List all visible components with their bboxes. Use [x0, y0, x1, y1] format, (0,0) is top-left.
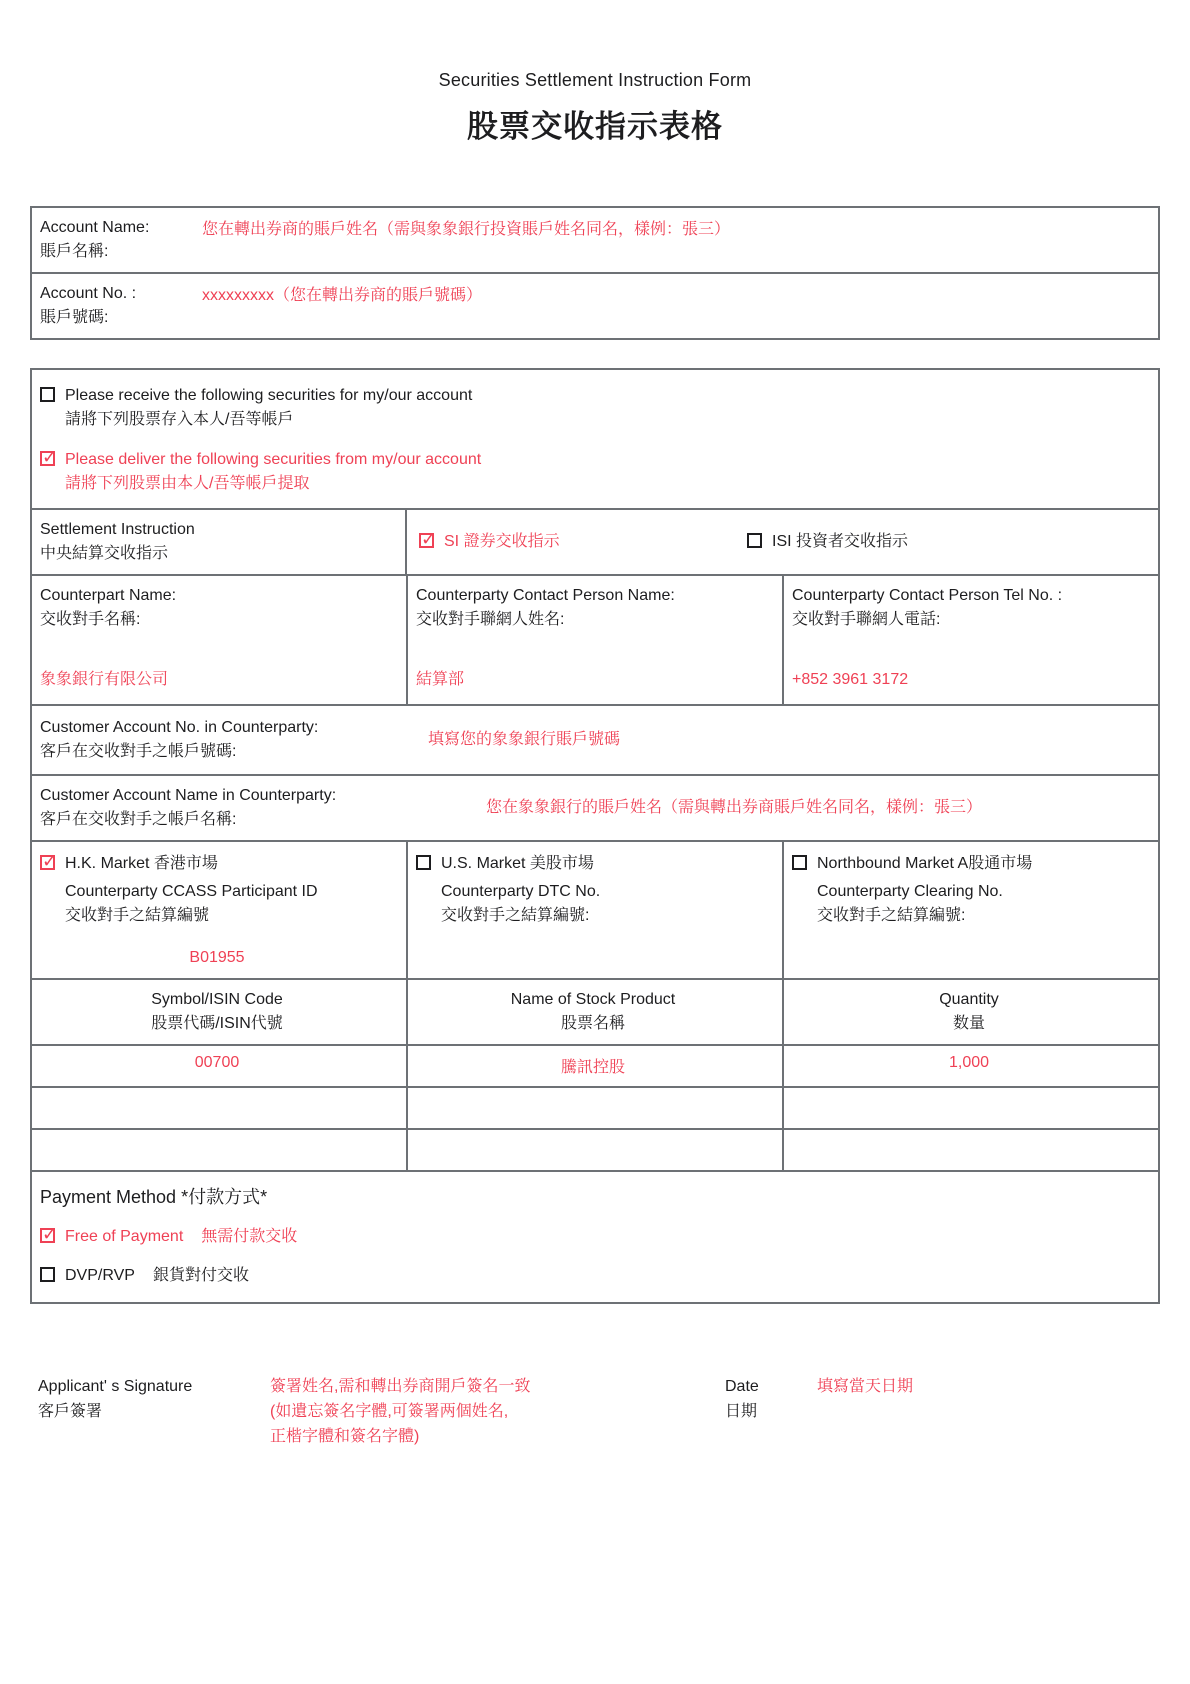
- date-hint[interactable]: 填寫當天日期: [817, 1378, 914, 1395]
- market-us-option[interactable]: [416, 852, 770, 876]
- payment-option-fop[interactable]: [40, 1225, 1150, 1249]
- si-option[interactable]: [419, 530, 747, 554]
- stock-cell-symbol[interactable]: [32, 1088, 408, 1128]
- settlement-label-zh: 中央結算交收指示: [40, 545, 169, 562]
- payment-option-dvp[interactable]: [40, 1264, 1150, 1288]
- customer-account-no-row: [32, 704, 1158, 774]
- customer-account-name-label-zh: 客戶在交收對手之帳戶名稱:: [40, 811, 237, 828]
- market-northbound-sub: [817, 880, 1146, 928]
- market-us-sub-en: Counterparty DTC No.: [441, 883, 601, 900]
- stock-header-symbol-en: Symbol/ISIN Code: [151, 991, 283, 1008]
- signature-label: [38, 1374, 270, 1424]
- settlement-form-page: [30, 0, 1160, 1449]
- account-no-label: [40, 282, 202, 330]
- customer-account-no-label-en: Customer Account No. in Counterparty:: [40, 719, 319, 736]
- form-title-en: Securities Settlement Instruction Form: [438, 70, 752, 90]
- market-hk-sub-en: Counterparty CCASS Participant ID: [65, 883, 318, 900]
- date-label-en: Date: [725, 1378, 759, 1395]
- account-table: [30, 206, 1160, 340]
- deliver-checkbox[interactable]: [40, 451, 55, 466]
- receive-label-zh: 請將下列股票存入本人/吾等帳戶: [65, 411, 294, 428]
- market-hk-checkbox[interactable]: [40, 855, 55, 870]
- date-label: [725, 1374, 795, 1424]
- receive-checkbox[interactable]: [40, 387, 55, 402]
- signature-label-zh: 客戶簽署: [38, 1403, 103, 1420]
- receive-label: [65, 384, 472, 432]
- counterpart-row: [32, 574, 1158, 704]
- counterpart-tel-value[interactable]: +852 3961 3172: [792, 671, 909, 688]
- counterpart-contact-cell: [408, 576, 784, 704]
- stock-header-symbol: [32, 980, 408, 1044]
- market-northbound-label: Northbound Market A股通市場: [817, 855, 1033, 872]
- signature-hint-line-1: 簽署姓名,需和轉出券商開戶簽名一致: [270, 1378, 531, 1395]
- directive-section: [32, 370, 1158, 508]
- fop-label-en: Free of Payment: [65, 1228, 184, 1245]
- market-hk-value[interactable]: B01955: [189, 949, 245, 966]
- payment-title: Payment Method *付款方式*: [40, 1187, 268, 1207]
- customer-account-name-label: [40, 784, 420, 832]
- counterpart-tel-cell: [784, 576, 1158, 704]
- stock-header-symbol-zh: 股票代碼/ISIN代號: [151, 1015, 283, 1032]
- signature-hint-line-3: 正楷字體和簽名字體): [270, 1428, 420, 1445]
- settlement-label: [32, 510, 407, 574]
- market-us-label: U.S. Market 美股市場: [441, 855, 594, 872]
- market-hk-label: H.K. Market 香港市場: [65, 855, 218, 872]
- deliver-label-zh: 請將下列股票由本人/吾等帳戶提取: [65, 475, 310, 492]
- signature-section: [30, 1374, 1160, 1449]
- market-us-sub-zh: 交收對手之結算編號:: [441, 907, 590, 924]
- stock-row-3: [32, 1128, 1158, 1170]
- market-us-checkbox[interactable]: [416, 855, 431, 870]
- customer-account-name-hint[interactable]: 您在象象銀行的賬戶姓名（需與轉出券商賬戶姓名同名，樣例：張三）: [486, 799, 983, 816]
- account-name-label: [40, 216, 202, 264]
- dvp-label-en: DVP/RVP: [65, 1267, 135, 1284]
- counterpart-contact-value[interactable]: 結算部: [416, 671, 465, 688]
- isi-label: ISI 投資者交收指示: [772, 533, 909, 550]
- counterpart-name-cell: [32, 576, 408, 704]
- settlement-label-en: Settlement Instruction: [40, 521, 195, 538]
- si-label: SI 證券交收指示: [444, 533, 560, 550]
- account-name-label-zh: 賬戶名稱:: [40, 243, 109, 260]
- markets-row: [32, 840, 1158, 978]
- stock-header-name-en: Name of Stock Product: [510, 991, 676, 1008]
- stock-header-name: [408, 980, 784, 1044]
- account-name-row: [32, 208, 1158, 272]
- market-northbound-sub-en: Counterparty Clearing No.: [817, 883, 1003, 900]
- main-table: [30, 368, 1160, 1304]
- fop-label-zh: 無需付款交收: [201, 1228, 298, 1245]
- account-name-hint[interactable]: 您在轉出券商的賬戶姓名（需與象象銀行投資賬戶姓名同名，樣例：張三）: [202, 221, 731, 238]
- market-hk-sub-zh: 交收對手之結算編號: [65, 907, 210, 924]
- counterpart-tel-label-en: Counterparty Contact Person Tel No. :: [792, 587, 1063, 604]
- stock-cell-quantity[interactable]: [784, 1130, 1158, 1170]
- directive-receive[interactable]: [40, 384, 1150, 432]
- account-no-label-en: Account No. :: [40, 285, 137, 302]
- market-northbound-option[interactable]: [792, 852, 1146, 876]
- stock-cell-symbol[interactable]: [32, 1130, 408, 1170]
- market-hk-cell: [32, 842, 408, 978]
- market-us-cell: [408, 842, 784, 978]
- settlement-options: [407, 510, 1158, 574]
- market-hk-option[interactable]: [40, 852, 394, 876]
- stock-cell-quantity[interactable]: 1,000: [948, 1054, 990, 1071]
- counterpart-contact-label-en: Counterparty Contact Person Name:: [416, 587, 675, 604]
- stock-cell-symbol[interactable]: 00700: [32, 1046, 408, 1086]
- counterpart-name-value[interactable]: 象象銀行有限公司: [40, 671, 169, 688]
- receive-label-en: Please receive the following securities for my/our account: [65, 387, 473, 404]
- si-checkbox[interactable]: [419, 533, 434, 548]
- account-no-label-zh: 賬戶號碼:: [40, 309, 109, 326]
- dvp-label-zh: 銀貨對付交收: [152, 1267, 249, 1284]
- account-name-label-en: Account Name:: [40, 219, 150, 236]
- stock-header-quantity: [784, 980, 1158, 1044]
- settlement-row: [32, 508, 1158, 574]
- stock-cell-name[interactable]: [408, 1088, 784, 1128]
- signature-label-en: Applicant' s Signature: [38, 1378, 193, 1395]
- payment-section: [32, 1170, 1158, 1302]
- dvp-checkbox[interactable]: [40, 1267, 55, 1282]
- signature-hint[interactable]: [270, 1374, 725, 1449]
- market-northbound-checkbox[interactable]: [792, 855, 807, 870]
- counterpart-name-label-en: Counterpart Name:: [40, 587, 177, 604]
- counterpart-name-label-zh: 交收對手名稱:: [40, 611, 141, 628]
- stock-header-name-zh: 股票名稱: [560, 1015, 625, 1032]
- market-northbound-cell: [784, 842, 1158, 978]
- isi-option[interactable]: [747, 530, 1158, 554]
- directive-deliver[interactable]: [40, 448, 1150, 496]
- customer-account-name-row: [32, 774, 1158, 840]
- counterpart-tel-label-zh: 交收對手聯網人電話:: [792, 611, 941, 628]
- account-no-row: [32, 272, 1158, 338]
- customer-account-no-hint[interactable]: 填寫您的象象銀行賬戶號碼: [428, 731, 621, 748]
- customer-account-name-label-en: Customer Account Name in Counterparty:: [40, 787, 337, 804]
- account-no-hint[interactable]: xxxxxxxxx（您在轉出券商的賬戶號碼）: [202, 287, 483, 304]
- stock-cell-quantity[interactable]: [784, 1088, 1158, 1128]
- market-us-sub: [441, 880, 770, 928]
- customer-account-no-label-zh: 客戶在交收對手之帳戶號碼:: [40, 743, 237, 760]
- deliver-label: [65, 448, 481, 496]
- signature-hint-line-2: (如遺忘簽名字體,可簽署两個姓名,: [270, 1403, 509, 1420]
- stock-row-2: [32, 1086, 1158, 1128]
- stock-header-quantity-zh: 数量: [952, 1015, 985, 1032]
- stock-row-1: [32, 1044, 1158, 1086]
- market-northbound-sub-zh: 交收對手之結算編號:: [817, 907, 966, 924]
- counterpart-contact-label-zh: 交收對手聯網人姓名:: [416, 611, 565, 628]
- stock-cell-name[interactable]: 騰訊控股: [408, 1046, 784, 1086]
- form-title-zh: 股票交收指示表格: [467, 109, 723, 144]
- fop-checkbox[interactable]: [40, 1228, 55, 1243]
- customer-account-no-label: [40, 716, 420, 764]
- isi-checkbox[interactable]: [747, 533, 762, 548]
- date-label-zh: 日期: [725, 1403, 758, 1420]
- stock-table-header: [32, 978, 1158, 1044]
- stock-cell-name[interactable]: [408, 1130, 784, 1170]
- deliver-label-en: Please deliver the following securities from my/our account: [65, 451, 482, 468]
- market-hk-sub: [65, 880, 394, 928]
- stock-header-quantity-en: Quantity: [939, 991, 999, 1008]
